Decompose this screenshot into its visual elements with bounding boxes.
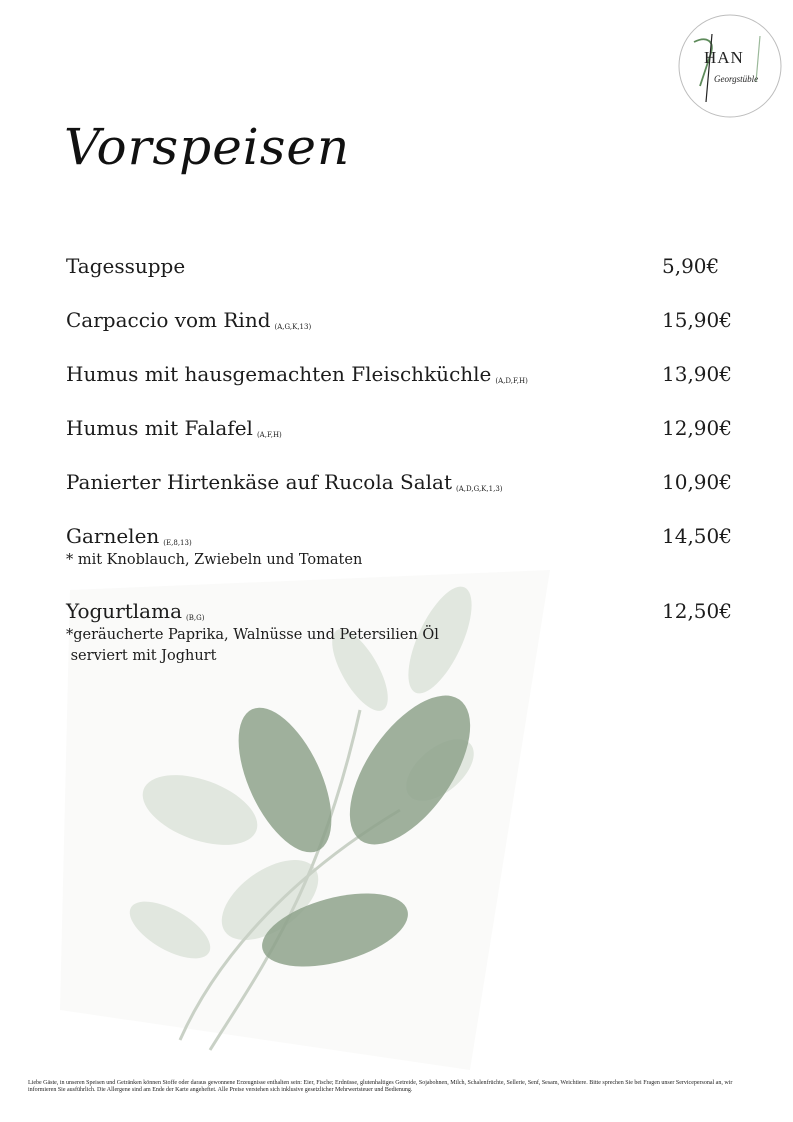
allergen-codes: (B,G) [186,614,205,622]
menu-item-price: 14,50€ [662,524,732,548]
menu-item-name: Panierter Hirtenkäse auf Rucola Salat (A,D,G,K,1,3) [66,470,503,494]
menu-item-note: * mit Knoblauch, Zwiebeln und Tomaten [66,552,363,568]
menu-item-note: *geräucherte Paprika, Walnüsse und Petersilien Öl [66,627,439,643]
menu-item-price: 5,90€ [662,254,720,278]
menu-item-price: 12,50€ [662,599,732,623]
menu-item-price: 12,90€ [662,416,732,440]
leaf-illustration [60,570,560,1070]
menu-item-name: Carpaccio vom Rind (A,G,K,13) [66,308,312,332]
leaf-branch-icon [60,570,560,1070]
page-title: Vorspeisen [64,118,351,176]
allergen-codes: (E,8,13) [163,539,192,547]
restaurant-logo [676,12,784,120]
menu-item-price: 13,90€ [662,362,732,386]
logo-subtitle: Georgstüble [714,74,759,84]
menu-item-note: serviert mit Joghurt [66,648,217,664]
menu-item-name: Yogurtlama (B,G) [66,599,205,623]
allergen-codes: (A,D,F,H) [495,377,528,385]
menu-item-name: Humus mit hausgemachten Fleischküchle (A,D,F,H) [66,362,528,386]
menu-item-price: 10,90€ [662,470,732,494]
menu-item-price: 15,90€ [662,308,732,332]
logo-wordmark: HAN [704,48,744,67]
allergen-footer-notice: Liebe Gäste, in unseren Speisen und Getränken können Stoffe oder daraus gewonnene Erzeugnisse enthalten sein: Eier, Fische; Erdnüsse, glutenhaltiges Getreide, Sojabohnen, Milch, Schalenfrüchte, Sellerie, Senf, Sesam, Weichtiere. Bitte sprechen Sie bei Fragen unser Servicepersonal an, wir informieren Sie ausführlich. Die Allergene sind am Ende der Karte angeheftet. Alle Preise verstehen sich inklusive gesetzlicher Mehrwertsteuer und Bedienung. [28,1080,733,1093]
menu-item-name: Garnelen (E,8,13) [66,524,192,548]
allergen-codes: (A,F,H) [256,431,282,439]
menu-item-name: Tagessuppe [66,254,186,278]
allergen-codes: (A,D,G,K,1,3) [456,485,503,493]
allergen-codes: (A,G,K,13) [274,323,312,331]
menu-item-name: Humus mit Falafel (A,F,H) [66,416,282,440]
